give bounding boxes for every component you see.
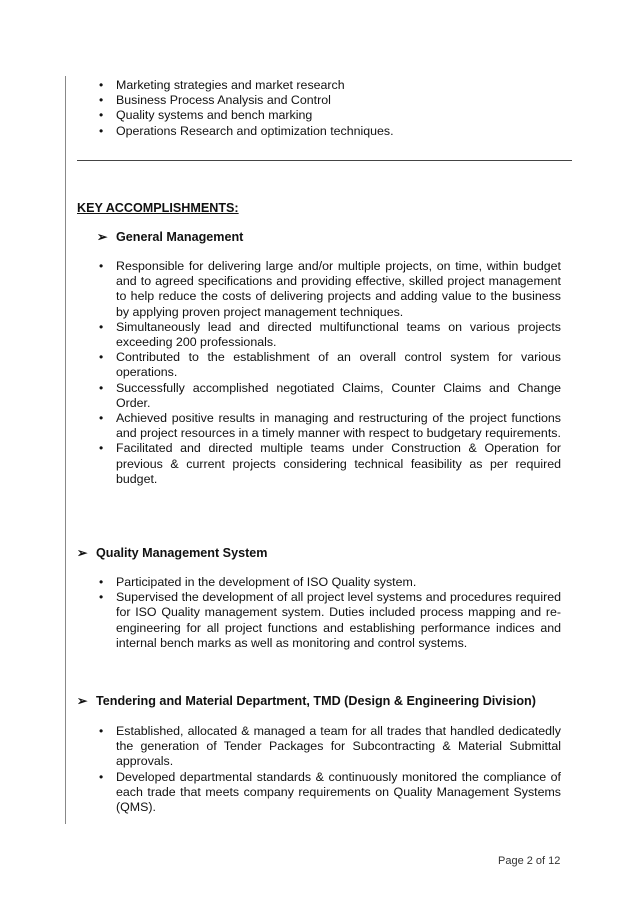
list-item: • Achieved positive results in managing and restructuring of the project functions and project resources in a timely manner with respect to budgetary requirements. — [99, 411, 561, 441]
bullet-icon: • — [99, 380, 104, 395]
top-skill-list — [99, 78, 566, 139]
section-title-tendering-material: ➢ Tendering and Material Department, TMD (Design & Engineering Division) — [77, 694, 536, 708]
arrow-bullet-icon: ➢ — [77, 694, 88, 708]
bullet-icon: • — [99, 769, 104, 784]
bullet-icon: • — [99, 724, 104, 738]
list-item: • Established, allocated & managed a team for all trades that handled dedicatedly the generation of Tender Packages for Subcontracting & Material Submittal approvals. — [99, 724, 561, 769]
list-item: • Facilitated and directed multiple teams under Construction & Operation for previous & current projects considering technical feasibility as per required budget. — [99, 441, 561, 486]
section-title-general-management: ➢ General Management — [97, 230, 244, 244]
list-item: • Successfully accomplished negotiated Claims, Counter Claims and Change Order. — [99, 380, 561, 410]
list-item: • Developed departmental standards & continuously monitored the compliance of each trade that meets company requirements on Quality Management Systems (QMS). — [99, 769, 561, 815]
list-item: • Marketing strategies and market research — [99, 78, 345, 92]
list-item: • Simultaneously lead and directed multifunctional teams on various projects exceeding 200 professionals. — [99, 319, 561, 350]
left-margin-rule — [65, 76, 66, 824]
bullet-icon: • — [99, 590, 104, 605]
bullet-icon: • — [99, 575, 104, 589]
section-title-quality-management: ➢ Quality Management System — [77, 546, 268, 560]
bullet-icon: • — [99, 123, 104, 138]
list-item: • Quality systems and bench marking — [99, 108, 313, 123]
bullet-icon: • — [99, 259, 104, 273]
bullet-icon: • — [99, 411, 104, 426]
page-number: Page 2 of 12 — [498, 855, 561, 867]
arrow-bullet-icon: ➢ — [97, 230, 108, 244]
bullet-icon: • — [99, 350, 104, 365]
list-item: • Business Process Analysis and Control — [99, 93, 331, 108]
list-item: • Contributed to the establishment of an overall control system for various operations. — [99, 350, 561, 380]
tendering-material-list — [99, 724, 561, 815]
list-item: • Supervised the development of all project level systems and procedures required for ISO Quality management system. Duties included process mapping and re-engineering for all project functions and establishing performance indices and internal bench marks as well as monitoring and control systems. — [99, 590, 561, 650]
list-item: • Participated in the development of ISO Quality system. — [99, 575, 417, 589]
bullet-icon: • — [99, 441, 104, 456]
section-divider — [77, 160, 572, 161]
list-item: • Responsible for delivering large and/or multiple projects, on time, within budget and to agreed specifications and providing effective, skilled project management to help reduce the costs of delivering projects and adding value to the business by applying proven project management techniques. — [99, 259, 561, 319]
bullet-icon: • — [99, 319, 104, 334]
list-item: • Operations Research and optimization techniques. — [99, 123, 394, 138]
arrow-bullet-icon: ➢ — [77, 546, 88, 560]
bullet-icon: • — [99, 108, 104, 123]
general-management-list — [99, 259, 561, 487]
quality-management-list — [99, 575, 561, 651]
bullet-icon: • — [99, 78, 104, 92]
key-accomplishments-heading: KEY ACCOMPLISHMENTS: — [77, 201, 239, 215]
bullet-icon: • — [99, 93, 104, 108]
